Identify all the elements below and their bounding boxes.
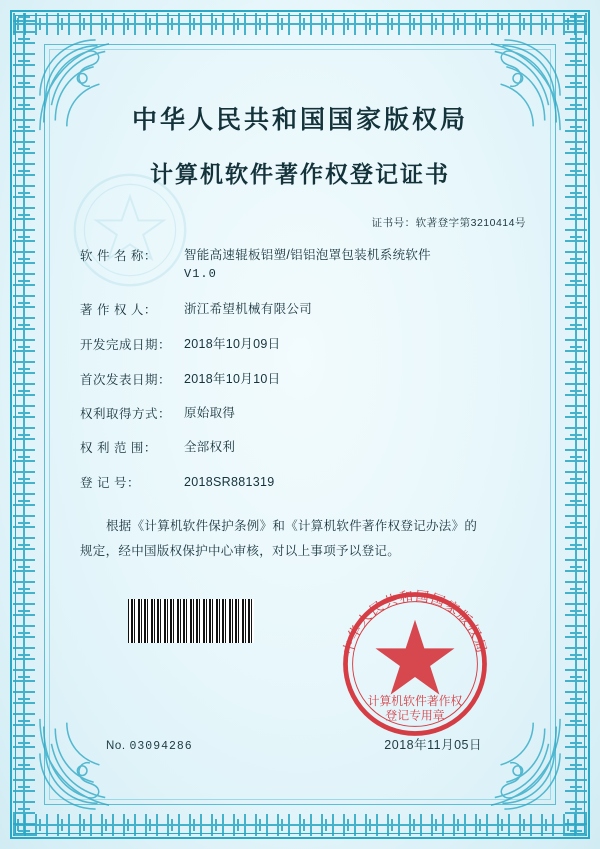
official-seal: [336, 585, 494, 743]
field-rights-scope: [80, 438, 532, 457]
field-value-text: 智能高速辊板铝塑/铝铝泡罩包装机系统软件: [184, 248, 431, 262]
seal-center-line-2: 登记专用章: [385, 708, 445, 723]
certificate-number-line: [58, 215, 542, 230]
field-value: 2018年10月10日: [184, 371, 281, 386]
field-value: 2018SR881319: [184, 474, 275, 489]
certificate-fields: [58, 246, 542, 492]
field-first-publication-date: [80, 370, 532, 389]
greek-key-border-left: [13, 13, 35, 836]
document-serial-value: 03094286: [129, 740, 193, 753]
legal-statement-line-1: 根据《计算机软件保护条例》和《计算机软件著作权登记办法》的: [106, 519, 478, 534]
certificate-number-value: 软著登字第3210414号: [415, 217, 526, 229]
seal-center-line-1: 计算机软件著作权: [367, 694, 463, 709]
greek-key-border-bottom: [13, 814, 587, 836]
certificate-content: [58, 74, 542, 791]
document-serial-label: No.: [106, 740, 126, 752]
legal-statement: [58, 514, 542, 564]
field-label: 著 作 权 人：: [80, 302, 157, 317]
legal-statement-line-2: 规定，经中国版权保护中心审核，对以上事项予以登记。: [80, 544, 401, 559]
field-value-version: V1.0: [184, 267, 217, 282]
field-software-name: [80, 246, 532, 284]
greek-key-border-right: [565, 13, 587, 836]
field-registration-number: [80, 473, 532, 492]
field-value: [184, 246, 431, 284]
field-label: 开发完成日期：: [80, 338, 172, 353]
field-value: 原始取得: [184, 406, 236, 421]
field-label: 权 利 范 围：: [80, 441, 157, 456]
document-serial-number: [106, 740, 193, 753]
field-label: 软 件 名 称：: [80, 249, 157, 263]
issue-date: 2018年11月05日: [384, 738, 482, 752]
field-value: 全部权利: [184, 440, 236, 455]
field-copyright-owner: [80, 300, 532, 319]
field-development-date: [80, 335, 532, 354]
field-label: 登 记 号：: [80, 475, 140, 490]
field-value: 浙江希望机械有限公司: [184, 301, 313, 316]
svg-text:中华人民共和国国家版权局: 中华人民共和国国家版权局: [340, 588, 490, 656]
field-value: 2018年10月09日: [184, 337, 281, 352]
page-title-issuer: 中华人民共和国国家版权局: [131, 107, 468, 134]
field-acquisition-method: [80, 404, 532, 423]
certificate-footer: [58, 588, 542, 781]
field-label: 首次发表日期：: [80, 372, 172, 387]
barcode: [128, 599, 254, 643]
certificate-number-label: 证书号：: [371, 217, 416, 229]
field-label: 权利取得方式：: [80, 407, 172, 422]
greek-key-border-top: [13, 13, 587, 35]
page-title-document: 计算机软件著作权登记证书: [150, 162, 450, 187]
